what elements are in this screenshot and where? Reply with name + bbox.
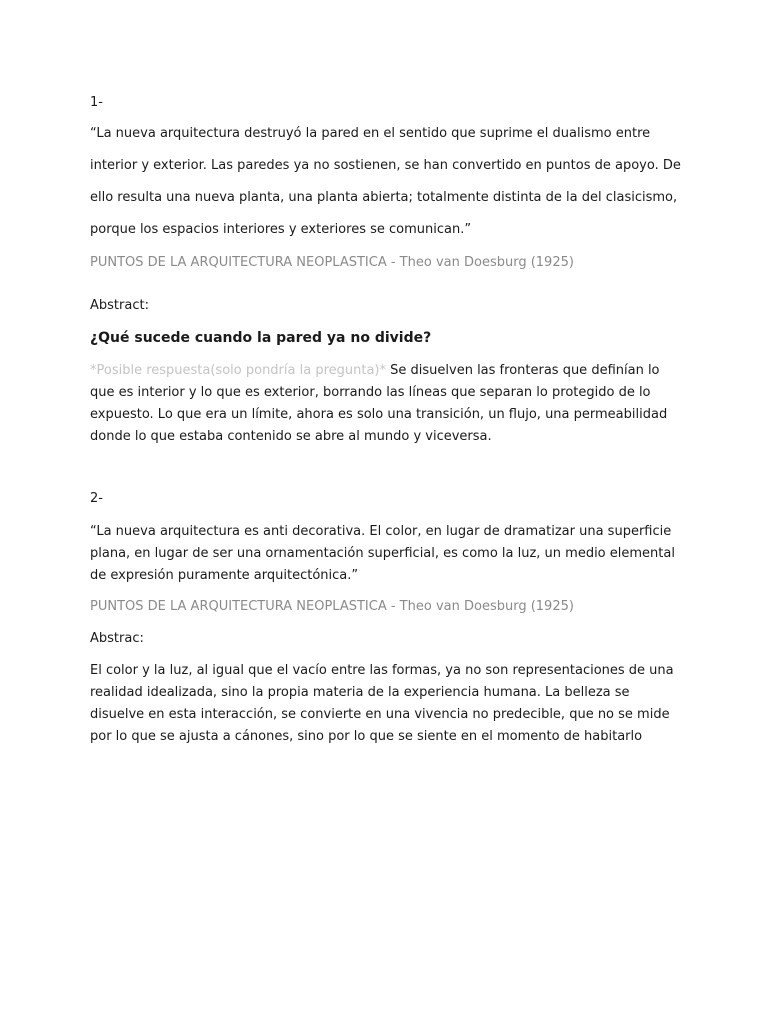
section-1-source: PUNTOS DE LA ARQUITECTURA NEOPLASTICA - Theo van Doesburg (1925) xyxy=(90,255,574,270)
section-1-abstract-label: Abstract: xyxy=(90,298,149,313)
answer-placeholder-note: *Posible respuesta(solo pondría la pregunta)* xyxy=(90,363,391,378)
section-1-question: ¿Qué sucede cuando la pared ya no divide? xyxy=(90,330,432,346)
section-1-answer: Se disuelven las fronteras que definían lo que es interior y lo que es exterior, borrando las líneas que separan lo protegido de lo expuesto. Lo que era un límite, ahora es solo una transición, un flujo, una permeabilidad donde lo que estaba contenido se abre al mundo y viceversa. xyxy=(90,363,668,444)
section-1-answer-paragraph xyxy=(90,360,682,448)
section-2-number: 2- xyxy=(90,491,103,506)
section-1-quote: “La nueva arquitectura destruyó la pared en el sentido que suprime el dualismo entre interior y exterior. Las paredes ya no sostienen, se han convertido en puntos de apoyo. De ello resulta una nueva planta, una planta abierta; totalmente distinta de la del clasicismo, porque los espacios interiores y exteriores se comunican.” xyxy=(90,126,681,237)
section-2-quote: “La nueva arquitectura es anti decorativa. El color, en lugar de dramatizar una superficie plana, en lugar de ser una ornamentación superficial, es como la luz, un medio elemental de expresión puramente arquitectónica.” xyxy=(90,524,675,583)
section-1-number: 1- xyxy=(90,95,103,110)
section-2-answer: El color y la luz, al igual que el vacío entre las formas, ya no son representaciones de una realidad idealizada, sino la propia materia de la experiencia humana. La belleza se disuelve en esta interacción, se convierte en una vivencia no predecible, que no se mide por lo que se ajusta a cánones, sino por lo que se siente en el momento de habitarlo xyxy=(90,663,674,744)
section-2-abstract-label: Abstrac: xyxy=(90,631,144,646)
section-2-source: PUNTOS DE LA ARQUITECTURA NEOPLASTICA - Theo van Doesburg (1925) xyxy=(90,599,574,614)
